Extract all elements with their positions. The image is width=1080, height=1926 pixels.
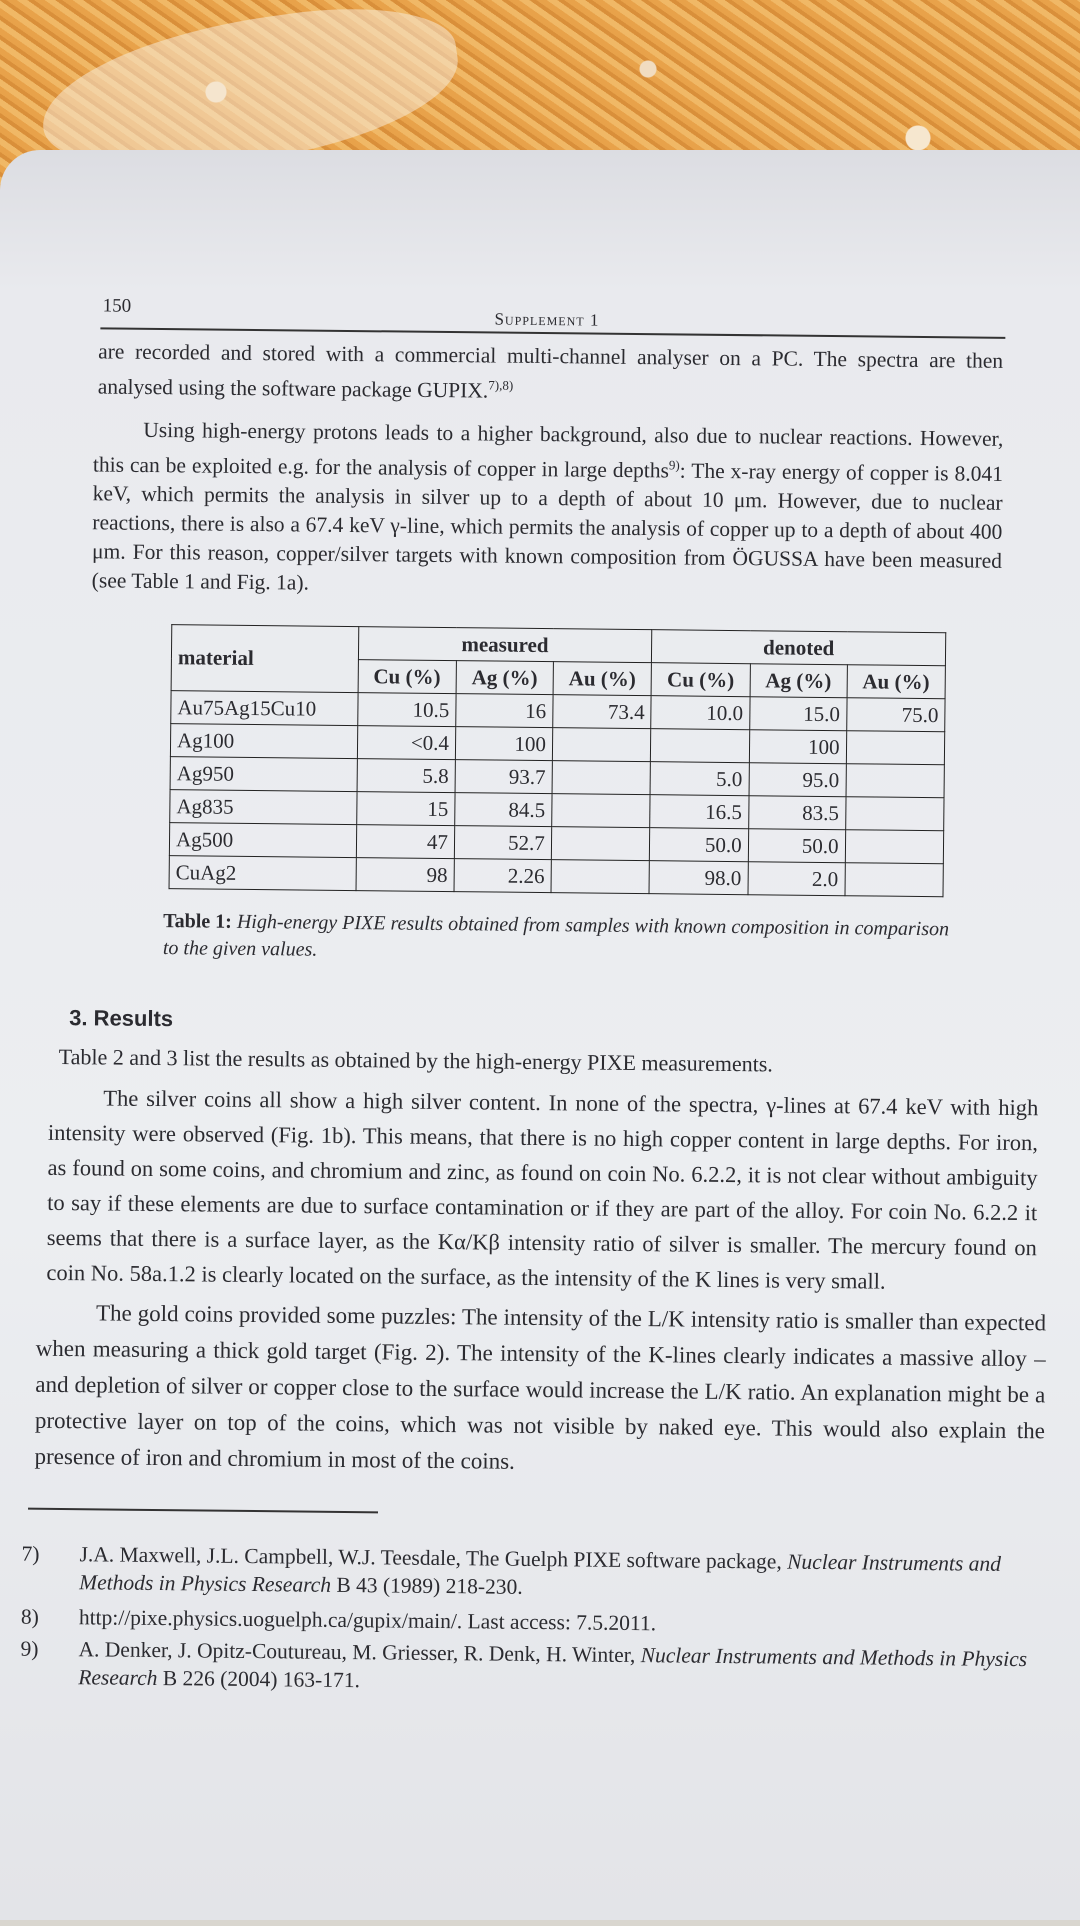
footnote-ref-7-8: 7),8): [488, 377, 514, 393]
footnote-text: J.A. Maxwell, J.L. Campbell, W.J. Teesdale, The Guelph PIXE software package,: [79, 1542, 788, 1574]
footnote-rule: [28, 1508, 378, 1513]
paragraph-protons-text-b: : The x-ray energy of copper is 8.041 keV, which permits the analysis in silver up to a depth of about 10 μm. However, due to nuclear reactions, there is also a 67.4 keV γ-line, which permits the analysis of copper up to a depth of about 400 μm. For this reason, copper/silver targets with known composition from ÖGUSSA have been measured (see Table 1 and Fig. 1a).: [91, 458, 1004, 595]
footnote-journal: Nuclear Instruments and Methods in Physics Research: [79, 1549, 1002, 1597]
cell-measured-ag: 100: [455, 727, 552, 761]
cell-measured-cu: 47: [356, 825, 455, 859]
paragraph-silver-coins: The silver coins all show a high silver content. In none of the spectra, γ-lines at 67.4 keV with high intensity were observed (Fig. 1b). This means, that there is no high copper content in large depths. For iron, as found on some coins, and chromium and zinc, as found on coin No. 6.2.2, it is not clear without ambiguity to say if these elements are due to surface contamination or if they are part of the alloy. For coin No. 6.2.2 it seems that there is a surface layer, as the Kα/Kβ intensity ratio of silver is smaller. The mercury found on coin No. 58a.1.2 is clearly located on the surface, as the intensity of the K lines is very small.: [46, 1085, 1039, 1294]
paragraph-intro: [98, 337, 1004, 411]
cell-measured-au: [551, 860, 650, 894]
page-number: 150: [102, 295, 132, 317]
cell-measured-au: [551, 827, 650, 861]
cell-material: Ag500: [169, 823, 356, 858]
footnote-text-end: B 43 (1989) 218-230.: [330, 1572, 523, 1599]
header-denoted: denoted: [652, 630, 946, 666]
cell-measured-cu: 5.8: [357, 759, 456, 793]
cell-measured-ag: 93.7: [455, 760, 552, 794]
cell-denoted-ag: 83.5: [748, 796, 845, 830]
cell-material: Ag950: [170, 757, 357, 792]
cell-material: Ag100: [170, 724, 357, 759]
cell-measured-cu: 10.5: [357, 693, 456, 727]
cell-measured-au: [552, 794, 651, 828]
cell-denoted-cu: [651, 729, 750, 763]
header-measured: measured: [358, 627, 652, 663]
cell-denoted-au: [846, 731, 945, 765]
cell-measured-ag: 84.5: [455, 793, 552, 827]
cell-denoted-cu: 16.5: [650, 795, 749, 829]
cell-denoted-au: [845, 830, 944, 864]
paragraph-protons: [92, 415, 1004, 605]
footnote-number: 9): [20, 1636, 39, 1661]
footnote-9: [20, 1635, 1061, 1702]
cell-measured-ag: 16: [456, 694, 553, 728]
cell-measured-cu: 98: [356, 858, 455, 892]
footnote-number: 8): [20, 1604, 39, 1629]
cell-denoted-ag: 100: [749, 730, 846, 764]
header-material: material: [171, 625, 358, 693]
cell-denoted-ag: 2.0: [748, 862, 845, 896]
paragraph-results-intro: Table 2 and 3 list the results as obtained by the high-energy PIXE measurements.: [58, 1043, 773, 1077]
cell-denoted-ag: 50.0: [748, 829, 845, 863]
cell-denoted-cu: 50.0: [650, 828, 749, 862]
table-row: [169, 856, 943, 897]
footnote-ref-9: 9): [668, 457, 680, 473]
running-header: Supplement 1: [494, 309, 600, 330]
footnote-number: 7): [21, 1541, 40, 1566]
cell-material: CuAg2: [169, 856, 356, 891]
col-measured-cu: Cu (%): [358, 660, 457, 694]
cell-denoted-cu: 98.0: [649, 861, 748, 895]
cell-measured-au: [552, 728, 651, 762]
footnote-link[interactable]: http://pixe.physics.uoguelph.ca/gupix/main/. Last access: 7.5.2011.: [78, 1605, 657, 1636]
cell-measured-ag: 52.7: [454, 826, 551, 860]
book-page: [0, 150, 1080, 1920]
table-1: [169, 624, 947, 897]
cell-denoted-ag: 95.0: [749, 763, 846, 797]
cell-denoted-au: [846, 764, 945, 798]
cell-measured-cu: <0.4: [357, 726, 456, 760]
caption-label: Table 1:: [163, 910, 233, 933]
paragraph-gold-coins: The gold coins provided some puzzles: The intensity of the L/K intensity ratio is smaller than expected when measuring a thick gold target (Fig. 2). The intensity of the K-lines clearly indicates a massive alloy – and depletion of silver or copper close to the surface would increase the L/K ratio. An explanation might be a protective layer on top of the coins, which was not visible by naked eye. This would also explain the presence of iron and chromium in most of the coins.: [34, 1300, 1047, 1474]
col-denoted-au: Au (%): [847, 665, 946, 699]
col-measured-ag: Ag (%): [456, 661, 553, 695]
footnote-text: A. Denker, J. Opitz-Coutureau, M. Griesser, R. Denk, H. Winter,: [78, 1637, 641, 1668]
cell-measured-au: 73.4: [553, 695, 652, 729]
cell-denoted-au: [845, 797, 944, 831]
cell-material: Ag835: [170, 790, 357, 825]
cell-measured-cu: 15: [356, 792, 455, 826]
col-measured-au: Au (%): [553, 662, 652, 696]
cell-measured-ag: 2.26: [454, 859, 551, 893]
cell-denoted-ag: 15.0: [749, 697, 846, 731]
footnote-journal: Nuclear Instruments and Methods in Physics Research: [78, 1643, 1028, 1691]
caption-text: High-energy PIXE results obtained from samples with known composition in comparison to the given values.: [162, 910, 950, 961]
cell-denoted-au: [845, 863, 944, 897]
table-header-row-1: [171, 625, 945, 666]
col-denoted-cu: Cu (%): [651, 663, 750, 697]
cell-material: Au75Ag15Cu10: [171, 691, 358, 726]
paragraph-protons-text-a: Using high-energy protons leads to a higher background, also due to nuclear reactions. However, this can be exploited e.g. for the analysis of copper in large depths: [92, 417, 1004, 483]
cell-denoted-cu: 5.0: [650, 762, 749, 796]
section-heading-results: 3. Results: [69, 1005, 174, 1032]
cell-measured-au: [552, 761, 651, 795]
footnote-text-end: B 226 (2004) 163-171.: [157, 1666, 361, 1693]
table-1-caption: [163, 908, 964, 970]
footnote-7: [21, 1540, 1062, 1607]
cell-denoted-cu: 10.0: [651, 696, 750, 730]
col-denoted-ag: Ag (%): [750, 664, 847, 698]
cell-denoted-au: 75.0: [846, 698, 945, 732]
paragraph-intro-text: are recorded and stored with a commercial multi-channel analyser on a PC. The spectra are then analysed using the software package GUPIX.: [97, 339, 1004, 403]
page-content: [0, 144, 1080, 1925]
